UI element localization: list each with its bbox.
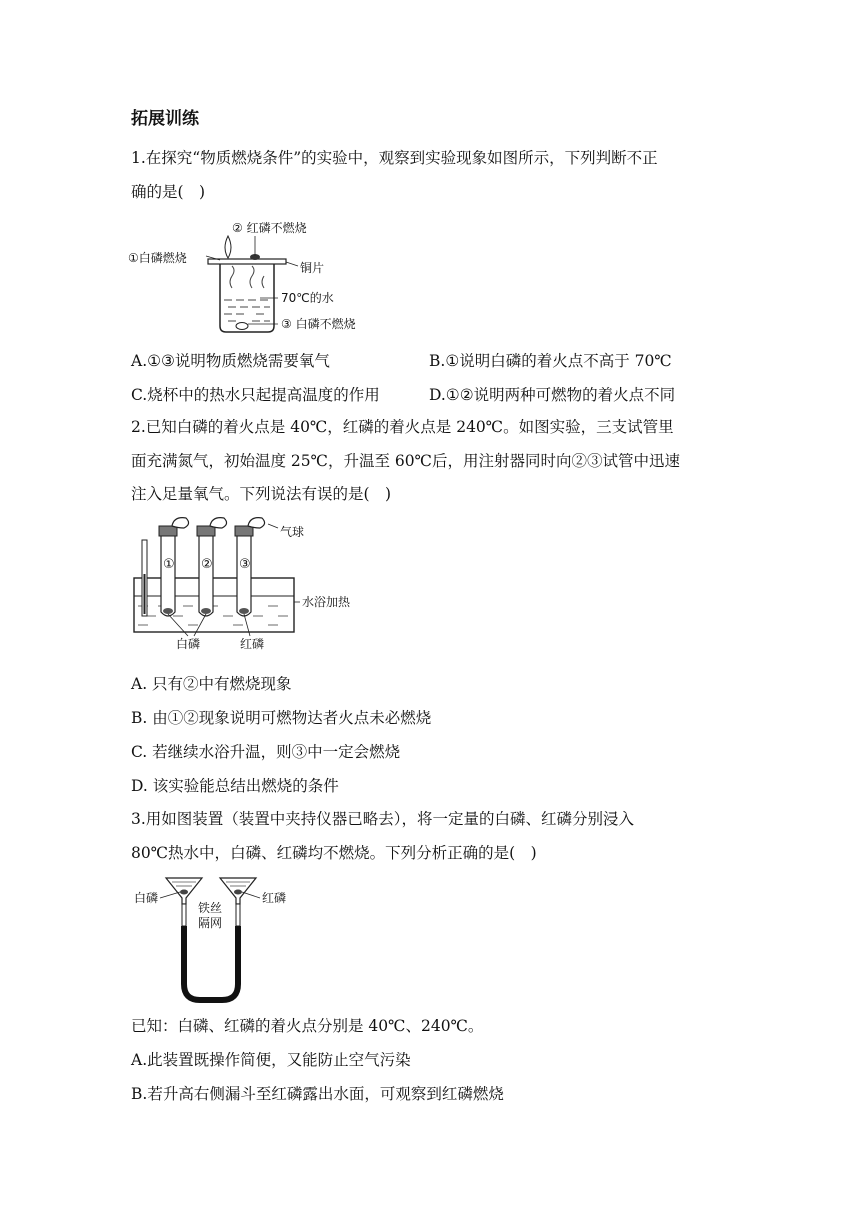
q3-stem-line2: 80℃热水中，白磷、红磷均不燃烧。下列分析正确的是( )	[131, 844, 537, 862]
q3-fig-label-red-p: 红磷	[262, 891, 287, 905]
q2-fig-label-balloon: 气球	[280, 525, 305, 539]
q1-fig-label-white-p-burn: ①白磷燃烧	[128, 251, 187, 265]
q1-option-c: C.烧杯中的热水只起提高温度的作用	[131, 386, 380, 404]
q2-option-c: C. 若继续水浴升温，则③中一定会燃烧	[131, 743, 401, 761]
q2-fig-tube1: ①	[163, 557, 175, 572]
q1-fig-label-water: 70℃的水	[281, 291, 334, 305]
q3-fig-label-wire1: 铁丝	[198, 901, 223, 915]
q2-fig-label-white-p: 白磷	[176, 637, 201, 651]
section-title: 拓展训练	[131, 109, 199, 129]
q1-fig-label-red-p: ② 红磷不燃烧	[232, 221, 307, 235]
q1-option-b: B.①说明白磷的着火点不高于 70℃	[429, 352, 672, 370]
q2-option-a: A. 只有②中有燃烧现象	[131, 675, 292, 693]
q1-figure	[128, 214, 378, 336]
q2-stem-line3: 注入足量氧气。下列说法有误的是( )	[131, 485, 392, 503]
q1-fig-label-white-p-underwater: ③ 白磷不燃烧	[281, 317, 356, 331]
q2-option-d: D. 该实验能总结出燃烧的条件	[131, 777, 339, 795]
q2-stem-line1: 2.已知白磷的着火点是 40℃，红磷的着火点是 240℃。如图实验，三支试管里	[131, 418, 674, 436]
q2-fig-tube3: ③	[239, 557, 251, 572]
q2-stem-line2: 面充满氮气，初始温度 25℃，升温至 60℃后，用注射器同时向②③试管中迅速	[131, 452, 680, 470]
q1-fig-label-copper: 铜片	[300, 261, 325, 275]
q2-option-b: B. 由①②现象说明可燃物达者火点未必燃烧	[131, 709, 432, 727]
q1-option-a: A.①③说明物质燃烧需要氧气	[131, 352, 330, 370]
q3-figure	[128, 872, 308, 1006]
q3-option-a: A.此装置既操作简便，又能防止空气污染	[131, 1051, 411, 1069]
q3-fig-label-wire2: 隔网	[198, 916, 223, 930]
q2-fig-label-red-p: 红磷	[240, 637, 265, 651]
q1-option-d: D.①②说明两种可燃物的着火点不同	[429, 386, 676, 404]
q3-stem-line1: 3.用如图装置（装置中夹持仪器已略去），将一定量的白磷、红磷分别浸入	[131, 810, 635, 828]
q3-fig-label-white-p: 白磷	[134, 891, 159, 905]
q3-option-b: B.若升高右侧漏斗至红磷露出水面，可观察到红磷燃烧	[131, 1085, 504, 1103]
q3-known: 已知：白磷、红磷的着火点分别是 40℃、240℃。	[131, 1017, 484, 1035]
q2-figure	[128, 514, 368, 654]
q1-stem-line2: 确的是( )	[131, 183, 206, 201]
q2-fig-label-bath: 水浴加热	[302, 595, 351, 609]
q1-stem-line1: 1.在探究“物质燃烧条件”的实验中，观察到实验现象如图所示，下列判断不正	[131, 149, 658, 167]
q2-fig-tube2: ②	[201, 557, 213, 572]
